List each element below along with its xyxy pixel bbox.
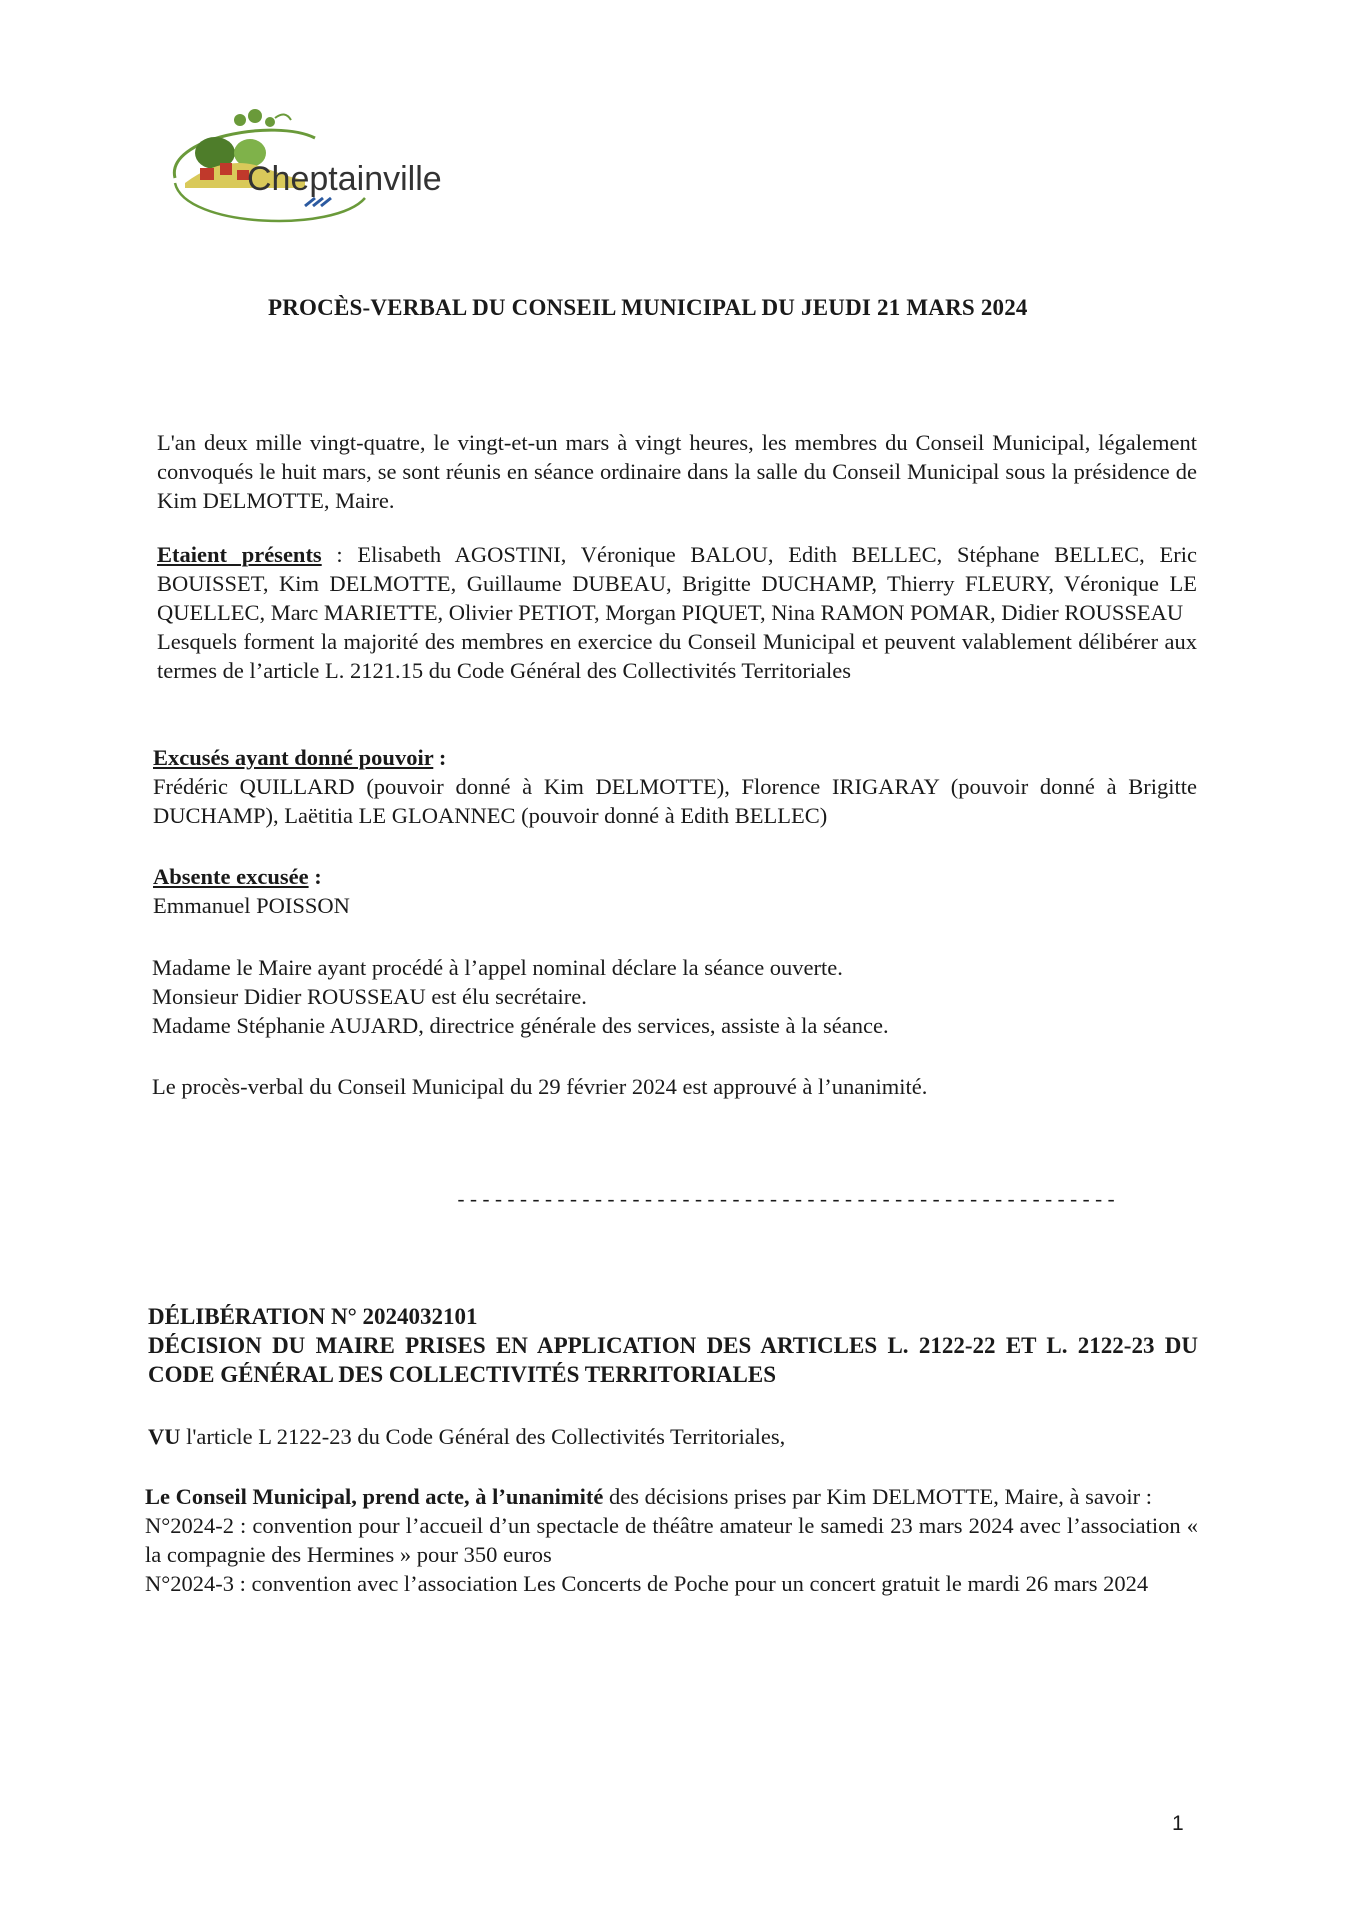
decision-label: Le Conseil Municipal, prend acte, à l’unanimité: [145, 1484, 604, 1509]
intro-text: L'an deux mille vingt-quatre, le vingt-et-un mars à vingt heures, les membres du Conseil Municipal, légalement convoqués le huit mars, se sont réunis en séance ordinaire dans la salle du Conseil Municipal sous la présidence de Kim DELMOTTE, Maire.: [157, 430, 1197, 513]
quorum-text: Lesquels forment la majorité des membres en exercice du Conseil Municipal et peuvent valablement délibérer aux termes de l’article L. 2121.15 du Code Général des Collectivités Territoriales: [157, 629, 1197, 683]
page-number: 1: [1172, 1812, 1184, 1835]
approval-text: Le procès-verbal du Conseil Municipal du 29 février 2024 est approuvé à l’unanimité.: [152, 1074, 928, 1099]
cheptainville-logo: [155, 108, 455, 238]
excused-proxy-label: Excusés ayant donné pouvoir: [153, 745, 434, 770]
logo-emblem-icon: [155, 108, 455, 238]
opening-section: [152, 953, 1196, 1040]
opening-line-3: Madame Stéphanie AUJARD, directrice générale des services, assiste à la séance.: [152, 1013, 889, 1038]
deliberation-title: DÉCISION DU MAIRE PRISES EN APPLICATION DES ARTICLES L. 2122-22 ET L. 2122-23 DU CODE GÉNÉRAL DES COLLECTIVITÉS TERRITORIALES: [148, 1333, 1198, 1387]
excused-proxy-colon: :: [433, 745, 447, 770]
approval-section: [152, 1072, 1196, 1101]
presents-label: Etaient présents: [157, 542, 322, 567]
absent-excused-colon: :: [308, 864, 322, 889]
section-divider: -----------------------------------------------------: [455, 1190, 1118, 1213]
presents-paragraph: [157, 540, 1197, 627]
intro-paragraph: [157, 428, 1197, 515]
excused-proxy-section: [153, 743, 1197, 830]
decision-text: des décisions prises par Kim DELMOTTE, Maire, à savoir :: [603, 1484, 1152, 1509]
vu-label: VU: [148, 1424, 181, 1449]
vu-section: [148, 1422, 1198, 1451]
absent-excused-label: Absente excusée: [153, 864, 309, 889]
absent-excused-text: Emmanuel POISSON: [153, 893, 350, 918]
excused-proxy-heading: [153, 743, 1197, 772]
vu-paragraph: [148, 1422, 1198, 1451]
presents-section: [157, 540, 1197, 685]
decision-paragraph: [145, 1482, 1198, 1511]
decision-section: [145, 1482, 1198, 1598]
decision-item-1: N°2024-2 : convention pour l’accueil d’un spectacle de théâtre amateur le samedi 23 mars 2024 avec l’association « la compagnie des Hermines » pour 350 euros: [145, 1513, 1198, 1567]
opening-line-1: Madame le Maire ayant procédé à l’appel nominal déclare la séance ouverte.: [152, 955, 843, 980]
presents-names: Elisabeth AGOSTINI, Véronique BALOU, Edith BELLEC, Stéphane BELLEC, Eric BOUISSET, Kim DELMOTTE, Guillaume DUBEAU, Brigitte DUCHAMP, Thierry FLEURY, Véronique LE QUELLEC, Marc MARIETTE, Olivier PETIOT, Morgan PIQUET, Nina RAMON POMAR, Didier ROUSSEAU: [157, 542, 1197, 625]
logo-text: Cheptainville: [247, 160, 442, 198]
presents-separator: :: [321, 542, 358, 567]
absent-excused-heading: [153, 862, 1197, 891]
vu-text: l'article L 2122-23 du Code Général des Collectivités Territoriales,: [180, 1424, 786, 1449]
deliberation-number: DÉLIBÉRATION N° 2024032101: [148, 1304, 478, 1329]
absent-excused-section: [153, 862, 1197, 920]
decision-item-2: N°2024-3 : convention avec l’association Les Concerts de Poche pour un concert gratuit le mardi 26 mars 2024: [145, 1571, 1149, 1596]
page-title: PROCÈS-VERBAL DU CONSEIL MUNICIPAL DU JEUDI 21 MARS 2024: [268, 295, 1028, 320]
deliberation-heading: [148, 1302, 1198, 1389]
opening-line-2: Monsieur Didier ROUSSEAU est élu secrétaire.: [152, 984, 587, 1009]
excused-proxy-text: Frédéric QUILLARD (pouvoir donné à Kim DELMOTTE), Florence IRIGARAY (pouvoir donné à Brigitte DUCHAMP), Laëtitia LE GLOANNEC (pouvoir donné à Edith BELLEC): [153, 774, 1197, 828]
